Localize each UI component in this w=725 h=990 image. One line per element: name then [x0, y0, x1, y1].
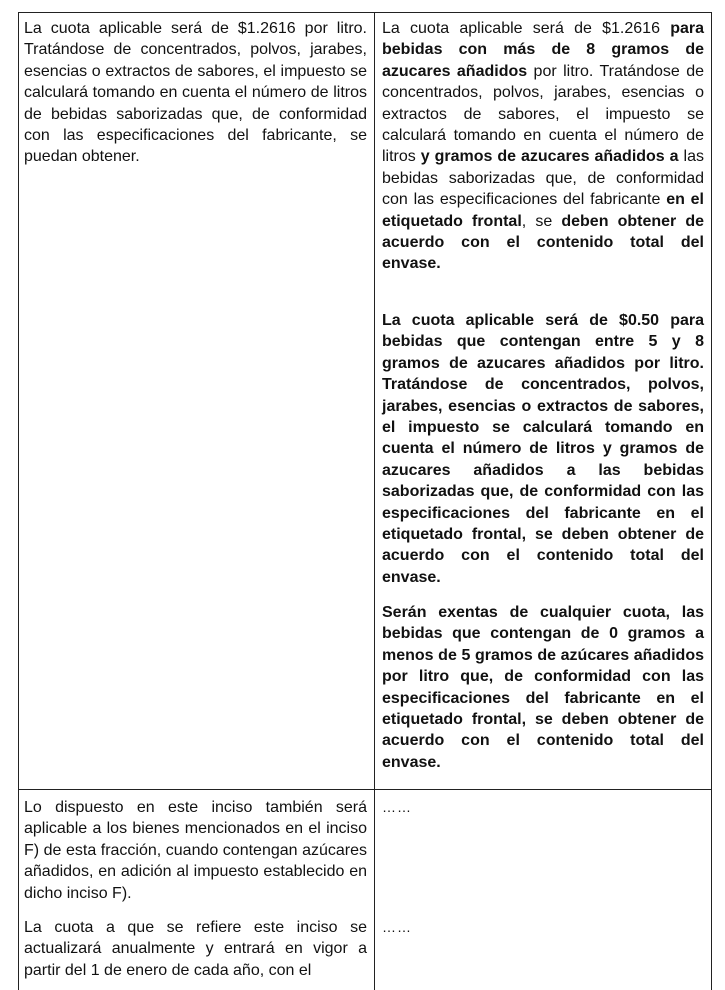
column-divider — [374, 13, 375, 990]
text-run: , se — [521, 212, 562, 230]
row1-right-paragraph-2: La cuota aplicable será de $0.50 para bebidas que contengan entre 5 y 8 gramos de azucares añadidos por litro. Tratándose de concentrados, polvos, jarabes, esencias o extractos de sabores, el impuesto se calculará tomando en cuenta el número de litros y gramos de azucares añadidos a las bebidas saborizadas que, de conformidad con las especificaciones del fabricante en el etiquetado frontal, se deben obtener de acuerdo con el contenido total del envase. — [382, 312, 704, 586]
row2-left-text: Lo dispuesto en este inciso también será aplicable a los bienes mencionados en el inciso F) de esta fracción, cuando contengan azúcares añadidos, en adición al impuesto establecido en dicho inciso F). — [24, 799, 367, 902]
row2-right-ellipsis: …… — [382, 799, 412, 815]
row1-right-paragraph-1 — [382, 18, 704, 275]
row3-right-ellipsis: …… — [382, 919, 412, 935]
text-run: La cuota aplicable será de $1.2616 — [382, 20, 671, 37]
text-run: las bebidas saborizadas que, de conformidad con las especificaciones del fabricante — [382, 148, 704, 209]
text-run: en el etiquetado frontal — [382, 191, 704, 230]
text-run: por litro. Tratándose de concentrados, polvos, jarabes, esencias o extractos de sabores, el impuesto se calculará tomando en cuenta el número de litros — [382, 62, 704, 166]
row1-right-paragraph-3: Serán exentas de cualquier cuota, las bebidas que contengan de 0 gramos a menos de 5 gramos de azúcares añadidos por litro que, de conformidad con las especificaciones del fabricante en el etiquetado frontal, se deben obtener de acuerdo con el contenido total del envase. — [382, 604, 704, 771]
text-run: y gramos de azucares añadidos a — [420, 148, 679, 166]
comparison-table — [18, 12, 712, 990]
text-run: deben obtener de acuerdo con el contenido total del envase. — [382, 212, 705, 273]
row3-left-text: La cuota a que se refiere este inciso se actualizará anualmente y entrará en vigor a partir del 1 de enero de cada año, con el — [24, 919, 367, 979]
row1-left-text: La cuota aplicable será de $1.2616 por litro. Tratándose de concentrados, polvos, jarabes, esencias o extractos de sabores, el impuesto se calculará tomando en cuenta el número de litros de bebidas saborizadas que, de conformidad con las especificaciones del fabricante, se puedan obtener. — [24, 20, 367, 166]
text-run: para bebidas con más de 8 gramos de azucares añadidos — [382, 20, 704, 80]
row-divider — [19, 789, 711, 790]
